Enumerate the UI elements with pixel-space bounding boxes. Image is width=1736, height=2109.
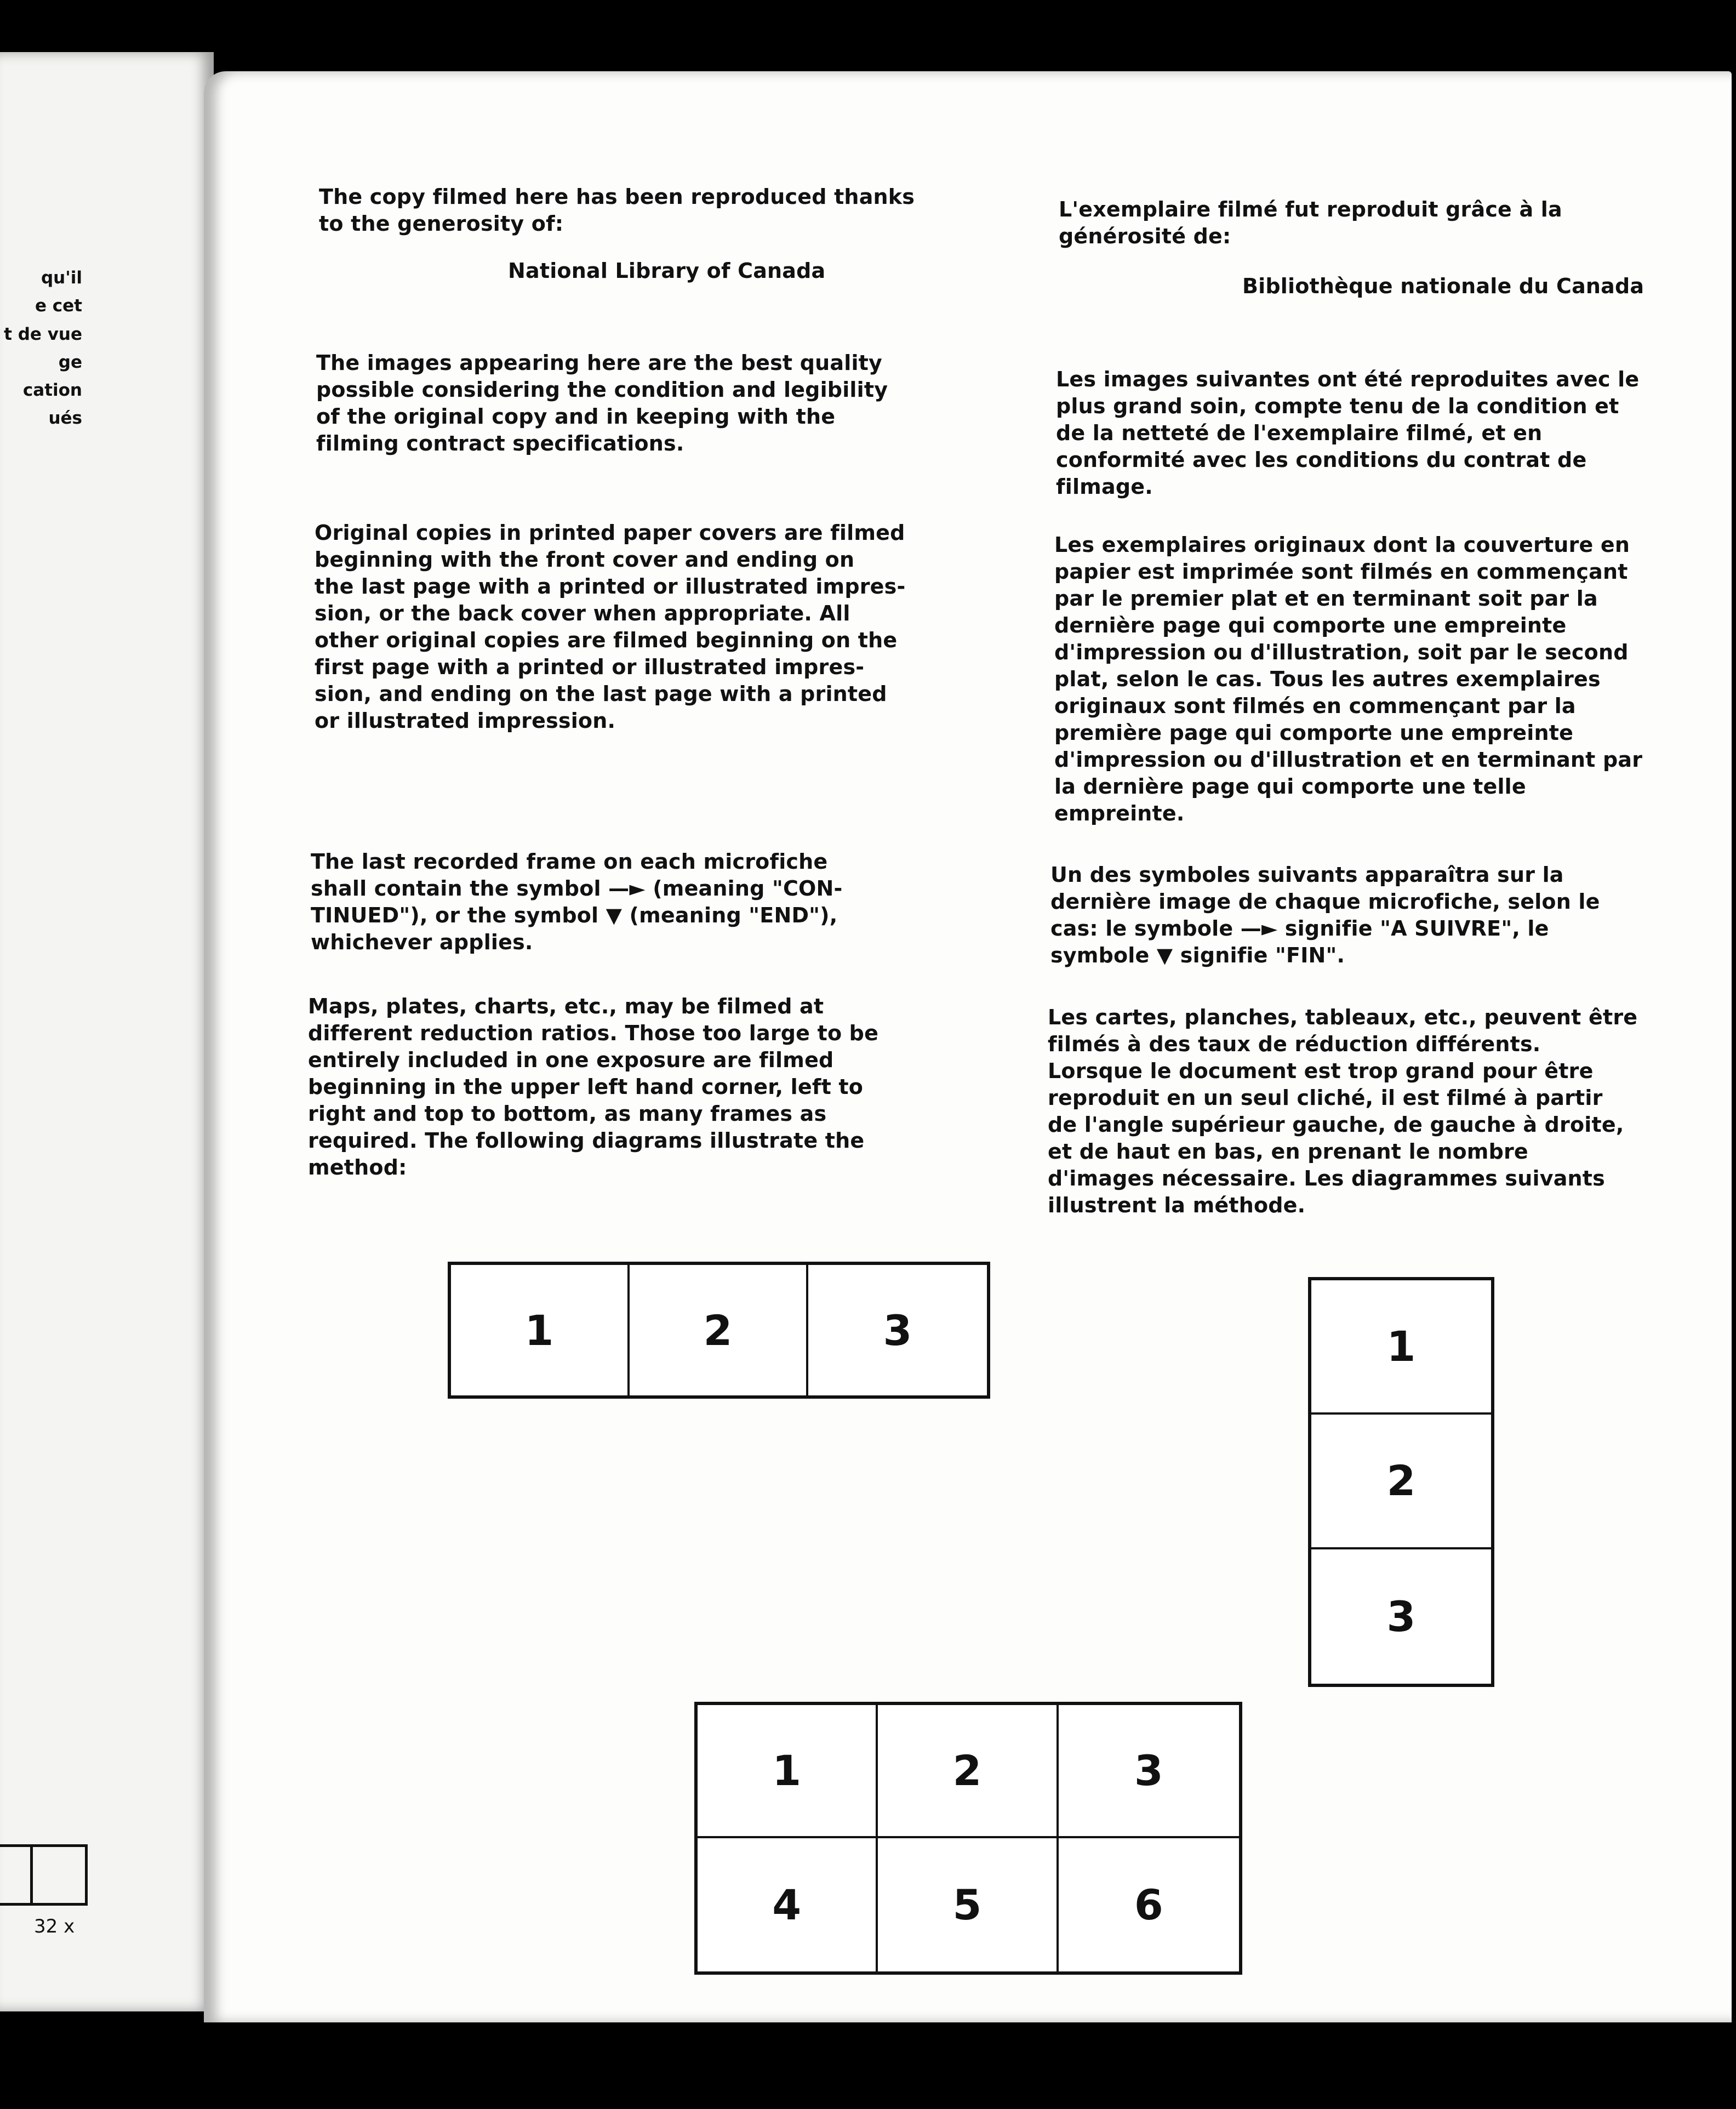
text-line: papier est imprimée sont filmés en commençant: [1054, 560, 1628, 584]
frame-number: 2: [630, 1265, 808, 1395]
text-line: filming contract specifications.: [316, 431, 684, 455]
previous-page-frame-diagram: [0, 1844, 88, 1910]
text-line: different reduction ratios. Those too large to be: [308, 1021, 879, 1045]
text-line: other original copies are filmed beginning on the: [315, 628, 898, 652]
text-line: shall contain the symbol —► (meaning "CON-: [311, 876, 843, 900]
text-line: et de haut en bas, en prenant le nombre: [1048, 1139, 1528, 1164]
text-line: Maps, plates, charts, etc., may be filmed at: [308, 994, 824, 1018]
text-line: Les images suivantes ont été reproduites avec le: [1056, 367, 1640, 391]
previous-page: [0, 52, 214, 2011]
text-line: beginning with the front cover and ending on: [315, 548, 855, 572]
text-line: first page with a printed or illustrated impres-: [315, 655, 865, 679]
text-line: reproduit en un seul cliché, il est filmé à partir: [1048, 1086, 1603, 1110]
text-line: d'impression ou d'illustration et en terminant par: [1054, 748, 1643, 772]
text-line: générosité de:: [1059, 224, 1231, 248]
text-line: filmage.: [1056, 475, 1153, 499]
fr-maps-paragraph: [1048, 1004, 1637, 1219]
frame-number: 1: [451, 1265, 630, 1395]
text-line: illustrent la méthode.: [1048, 1193, 1306, 1217]
main-page: [204, 71, 1732, 2022]
frame-number: 2: [878, 1705, 1058, 1838]
frame-number: 1: [1311, 1280, 1491, 1415]
frame-cell: [33, 1844, 88, 1906]
text-line: entirely included in one exposure are filmed: [308, 1048, 834, 1072]
text-line: d'images nécessaire. Les diagrammes suivants: [1048, 1166, 1605, 1190]
text-line: Les exemplaires originaux dont la couverture en: [1054, 533, 1630, 557]
text-line: Lorsque le document est trop grand pour être: [1048, 1059, 1594, 1083]
frame-number: 3: [883, 1306, 912, 1355]
text-line: filmés à des taux de réduction différents.: [1048, 1032, 1541, 1056]
text-line: plus grand soin, compte tenu de la condition et: [1056, 394, 1619, 418]
text-line: the last page with a printed or illustrated impres-: [315, 574, 906, 598]
en-maps-paragraph: [308, 993, 878, 1181]
previous-page-fragment: ge: [58, 352, 82, 372]
fr-institution: Bibliothèque nationale du Canada: [1242, 274, 1644, 298]
en-symbol-paragraph: [311, 848, 843, 956]
en-originals-paragraph: [315, 520, 905, 734]
en-institution: National Library of Canada: [508, 259, 826, 283]
text-line: plat, selon le cas. Tous les autres exemplaires: [1054, 667, 1601, 691]
text-line: beginning in the upper left hand corner, left to: [308, 1075, 864, 1099]
text-line: symbole ▼ signifie "FIN".: [1050, 943, 1345, 967]
text-line: dernière page qui comporte une empreinte: [1054, 613, 1567, 637]
text-line: The images appearing here are the best quality: [316, 351, 883, 375]
vertical-frame-diagram: [1308, 1277, 1494, 1687]
text-line: empreinte.: [1054, 801, 1185, 825]
text-line: The copy filmed here has been reproduced thanks: [319, 185, 915, 209]
text-line: Original copies in printed paper covers are filmed: [315, 521, 905, 545]
text-line: dernière image de chaque microfiche, selon le: [1050, 890, 1600, 914]
text-line: cas: le symbole —► signifie "A SUIVRE", le: [1050, 916, 1549, 941]
text-line: première page qui comporte une empreinte: [1054, 721, 1574, 745]
text-line: la dernière page qui comporte une telle: [1054, 774, 1526, 799]
text-line: method:: [308, 1155, 407, 1179]
previous-page-fragment: qu'il: [41, 268, 82, 288]
text-line: d'impression ou d'illustration, soit par le second: [1054, 640, 1629, 664]
text-line: de l'angle supérieur gauche, de gauche à droite,: [1048, 1113, 1624, 1137]
text-line: par le premier plat et en terminant soit par la: [1054, 586, 1598, 611]
text-line: to the generosity of:: [319, 212, 564, 236]
text-line: Un des symboles suivants apparaîtra sur la: [1050, 863, 1564, 887]
text-line: or illustrated impression.: [315, 709, 616, 733]
text-line: L'exemplaire filmé fut reproduit grâce à la: [1059, 197, 1562, 221]
previous-page-fragment: cation: [22, 380, 82, 400]
text-line: conformité avec les conditions du contrat de: [1056, 448, 1587, 472]
text-line: of the original copy and in keeping with the: [316, 404, 836, 429]
text-line: originaux sont filmés en commençant par la: [1054, 694, 1576, 718]
frame-number: 1: [698, 1705, 878, 1838]
frame-number: 3: [1386, 1592, 1416, 1641]
fr-credit: [1059, 196, 1562, 250]
reduction-code: 32 x: [34, 1916, 75, 1937]
text-line: TINUED"), or the symbol ▼ (meaning "END"),: [311, 903, 838, 927]
frame-cell: [0, 1844, 33, 1906]
previous-page-fragment: ués: [48, 408, 82, 428]
fr-originals-paragraph: [1054, 532, 1642, 827]
frame-number: 2: [1311, 1415, 1491, 1549]
frame-number: 6: [1134, 1880, 1163, 1929]
text-line: The last recorded frame on each microfiche: [311, 850, 828, 874]
text-line: required. The following diagrams illustrate the: [308, 1128, 865, 1153]
text-line: sion, or the back cover when appropriate. All: [315, 601, 850, 625]
fr-symbol-paragraph: [1050, 862, 1600, 969]
text-line: possible considering the condition and legibility: [316, 378, 888, 402]
previous-page-fragment: e cet: [35, 296, 82, 316]
text-line: sion, and ending on the last page with a printed: [315, 682, 887, 706]
frame-number: 4: [698, 1838, 878, 1971]
fr-quality-paragraph: [1056, 366, 1639, 500]
frame-number: 5: [878, 1838, 1058, 1971]
horizontal-frame-diagram: [448, 1262, 990, 1399]
en-credit: [319, 184, 915, 237]
text-line: Les cartes, planches, tableaux, etc., peuvent être: [1048, 1005, 1638, 1029]
previous-page-fragment: t de vue: [4, 324, 82, 344]
text-line: whichever applies.: [311, 930, 533, 954]
six-frame-diagram: [694, 1702, 1242, 1975]
en-quality-paragraph: [316, 350, 888, 457]
text-line: right and top to bottom, as many frames as: [308, 1102, 827, 1126]
frame-number: 3: [1059, 1705, 1239, 1838]
text-line: de la netteté de l'exemplaire filmé, et en: [1056, 421, 1543, 445]
